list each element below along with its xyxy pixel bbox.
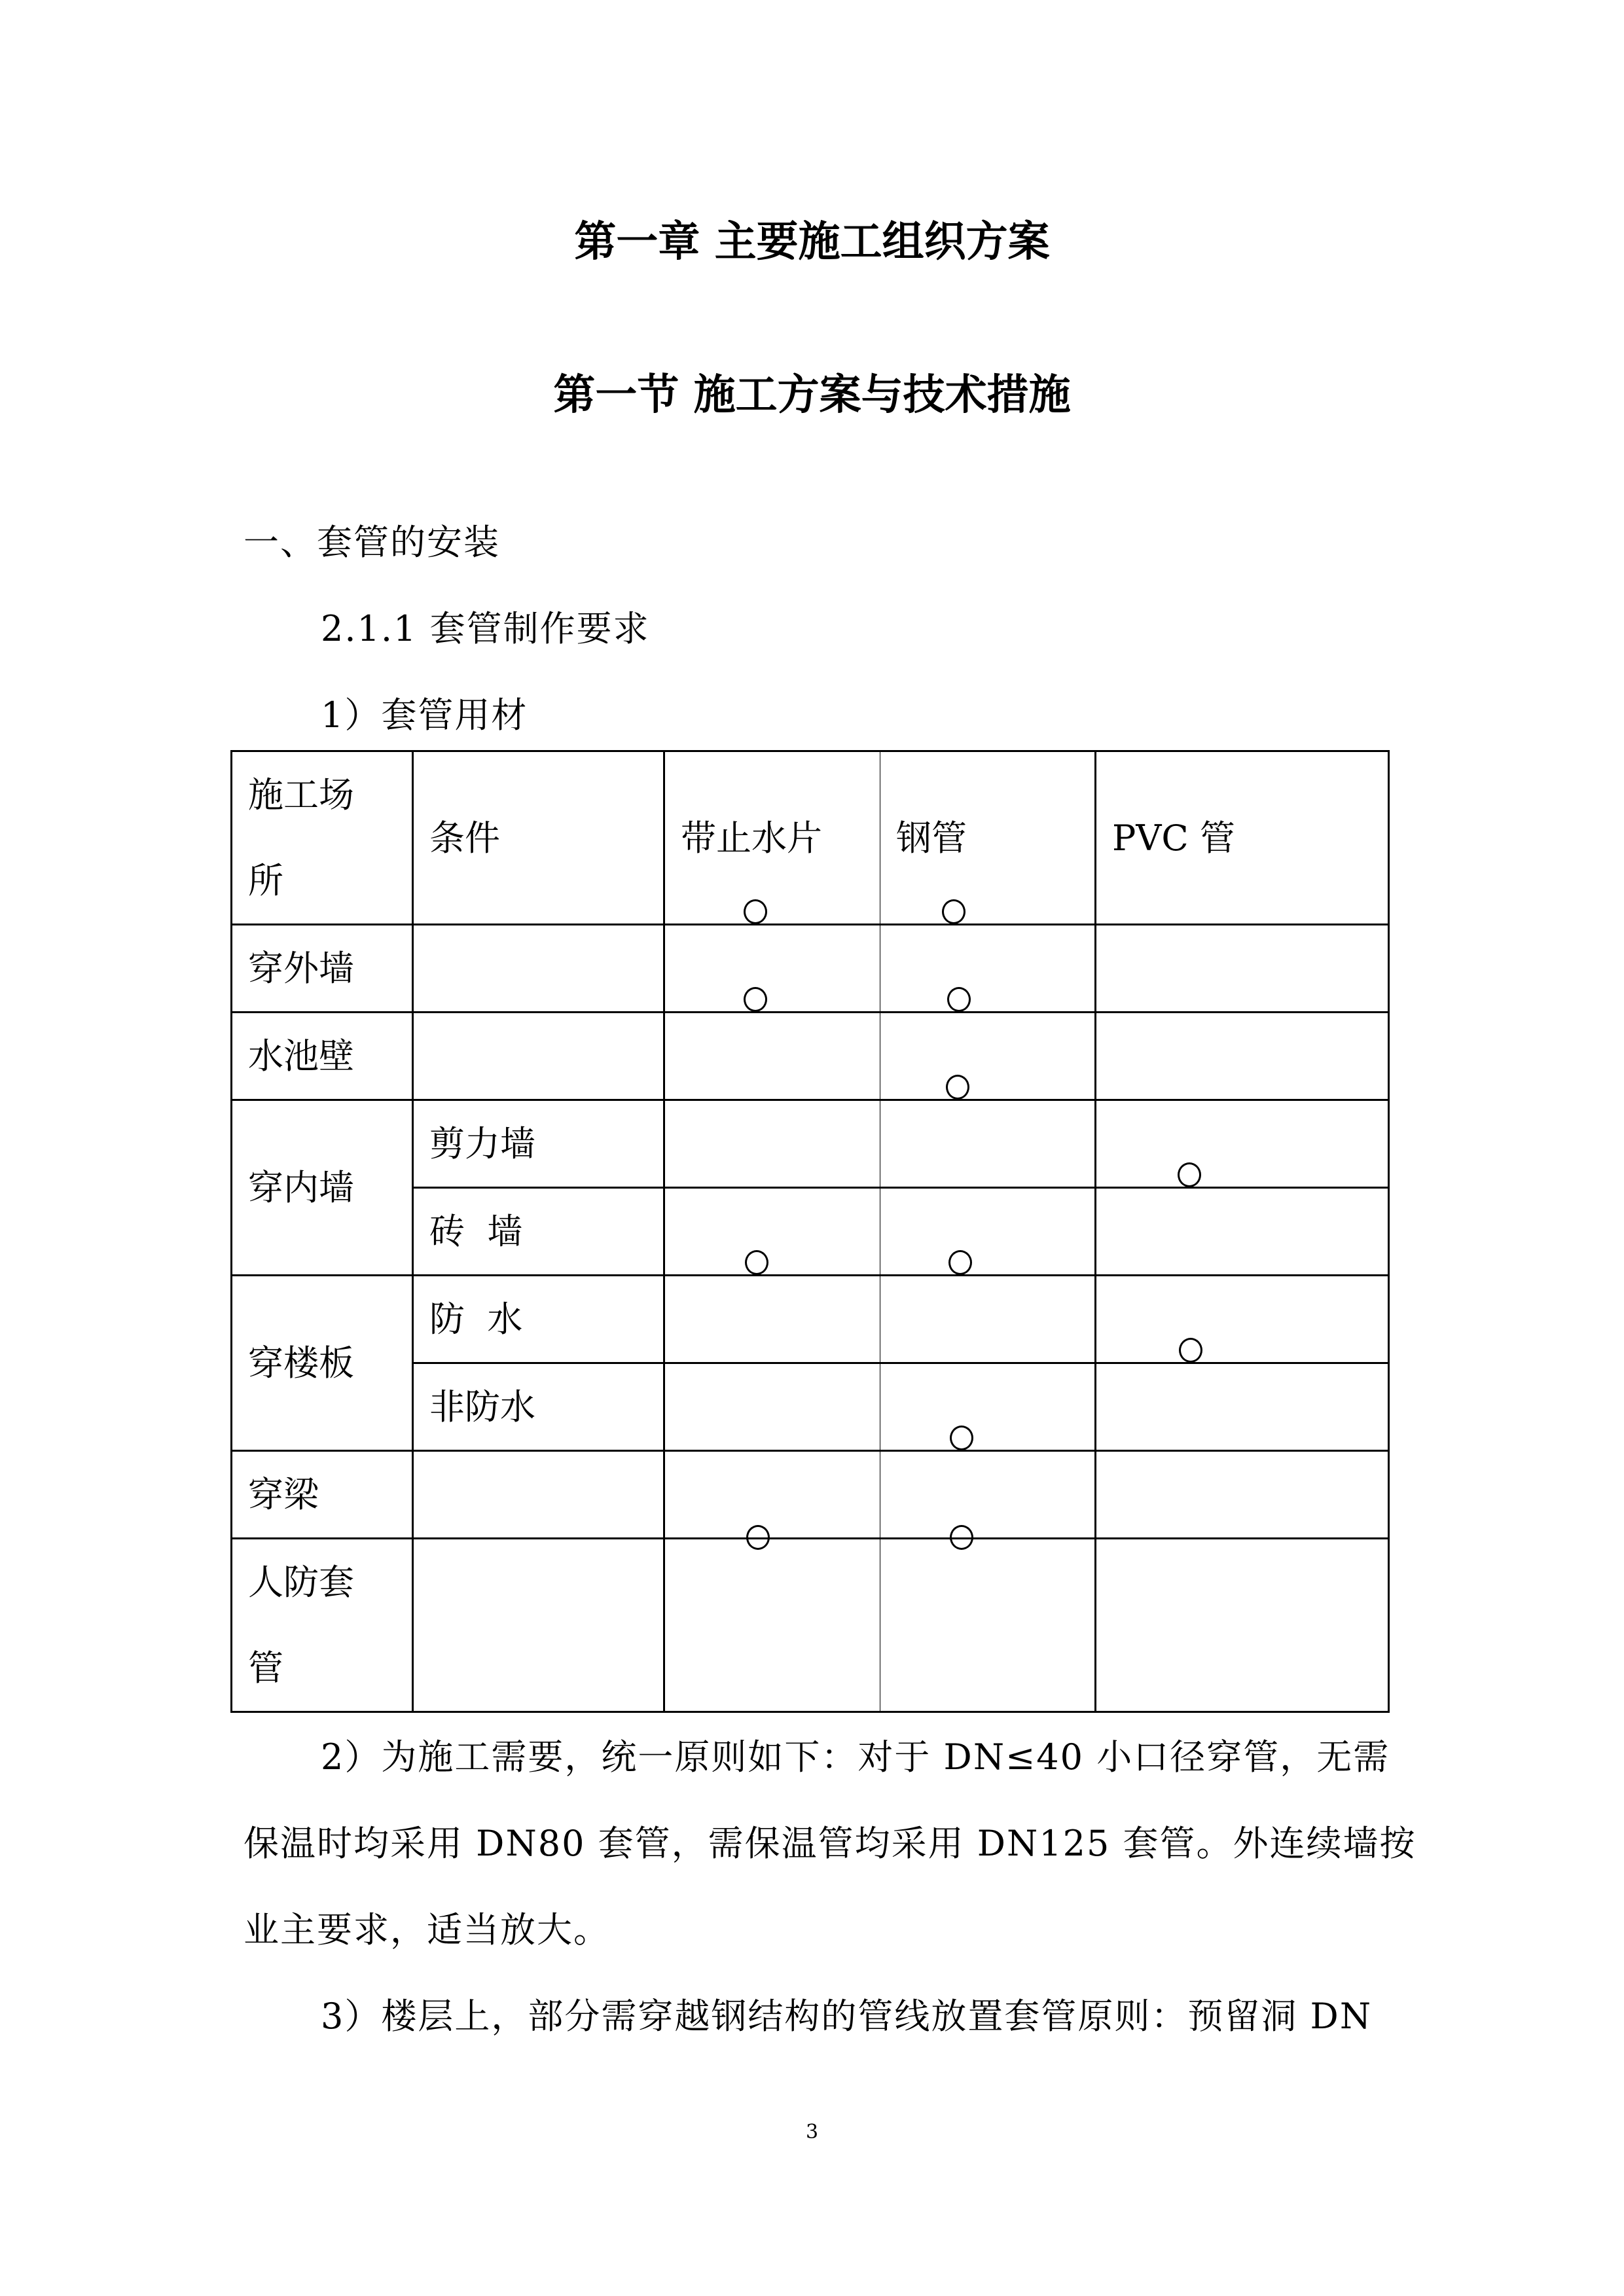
condition-cell	[413, 1451, 664, 1539]
table-row	[232, 1276, 1389, 1363]
condition-cell	[413, 1539, 664, 1712]
pvc-cell	[1096, 925, 1389, 1013]
paragraph-3-line-1: 3）楼层上，部分需穿越钢结构的管线放置套管原则：预留洞 DN	[321, 1996, 1373, 2037]
circle-mark-icon	[1178, 1162, 1201, 1187]
waterstop-cell	[664, 1188, 880, 1276]
header-place: 施工场所	[232, 751, 413, 925]
table-row	[232, 1100, 1389, 1188]
condition-cell	[413, 925, 664, 1013]
pvc-cell	[1096, 1100, 1389, 1188]
waterstop-cell	[664, 1013, 880, 1100]
table-header-row	[232, 751, 1389, 925]
header-condition: 条件	[413, 751, 664, 925]
header-pvc-pipe: PVC 管	[1096, 751, 1389, 925]
pvc-cell	[1096, 1188, 1389, 1276]
waterstop-cell	[664, 1363, 880, 1451]
pvc-cell	[1096, 1363, 1389, 1451]
waterstop-cell	[664, 1276, 880, 1363]
pvc-cell	[1096, 1539, 1389, 1712]
place-cell: 人防套管	[232, 1539, 413, 1712]
waterstop-cell	[664, 1539, 880, 1712]
page-number: 3	[805, 2121, 819, 2144]
circle-mark-icon	[947, 987, 971, 1012]
header-with-waterstop: 带止水片	[664, 751, 880, 925]
paragraph-2-line-2: 保温时均采用 DN80 套管，需保温管均采用 DN125 套管。外连续墙按	[244, 1823, 1416, 1864]
condition-cell: 防 水	[413, 1276, 664, 1363]
circle-mark-icon	[744, 899, 767, 924]
pvc-cell	[1096, 1276, 1389, 1363]
waterstop-cell	[664, 1100, 880, 1188]
steel-cell	[880, 1451, 1096, 1539]
sleeve-material-table	[230, 750, 1390, 1713]
place-cell: 穿外墙	[232, 925, 413, 1013]
steel-cell	[880, 1363, 1096, 1451]
circle-mark-icon	[744, 987, 767, 1012]
steel-cell	[880, 1276, 1096, 1363]
place-cell: 水池壁	[232, 1013, 413, 1100]
circle-mark-icon	[745, 1250, 768, 1275]
circle-mark-icon	[1179, 1338, 1202, 1363]
condition-cell	[413, 1013, 664, 1100]
circle-mark-icon	[950, 1525, 973, 1550]
pvc-cell	[1096, 1013, 1389, 1100]
condition-cell: 剪力墙	[413, 1100, 664, 1188]
circle-mark-icon	[942, 899, 965, 924]
circle-mark-icon	[746, 1525, 770, 1550]
condition-cell: 砖 墙	[413, 1188, 664, 1276]
circle-mark-icon	[950, 1426, 973, 1450]
steel-cell	[880, 925, 1096, 1013]
paragraph-2-line-1: 2）为施工需要，统一原则如下：对于 DN≤40 小口径穿管，无需	[321, 1736, 1390, 1778]
condition-cell: 非防水	[413, 1363, 664, 1451]
heading-sleeve-installation: 一、套管的安装	[244, 522, 500, 563]
section-title: 第一节 施工方案与技术措施	[553, 371, 1071, 420]
paragraph-2-line-3: 业主要求，适当放大。	[244, 1909, 610, 1950]
table-row	[232, 925, 1389, 1013]
pvc-cell	[1096, 1451, 1389, 1539]
place-cell: 穿内墙	[232, 1100, 413, 1276]
table-row	[232, 1013, 1389, 1100]
circle-mark-icon	[946, 1075, 969, 1100]
table-row	[232, 1539, 1389, 1712]
steel-cell	[880, 1013, 1096, 1100]
header-steel-pipe: 钢管	[880, 751, 1096, 925]
steel-cell	[880, 1100, 1096, 1188]
waterstop-cell	[664, 1451, 880, 1539]
place-cell: 穿楼板	[232, 1276, 413, 1451]
place-cell: 穿梁	[232, 1451, 413, 1539]
heading-sleeve-materials: 1）套管用材	[321, 694, 528, 736]
table-row	[232, 1451, 1389, 1539]
chapter-title: 第一章 主要施工组织方案	[574, 218, 1050, 266]
circle-mark-icon	[948, 1250, 972, 1275]
heading-sleeve-requirements: 2.1.1 套管制作要求	[321, 608, 650, 649]
steel-cell	[880, 1188, 1096, 1276]
waterstop-cell	[664, 925, 880, 1013]
steel-cell	[880, 1539, 1096, 1712]
